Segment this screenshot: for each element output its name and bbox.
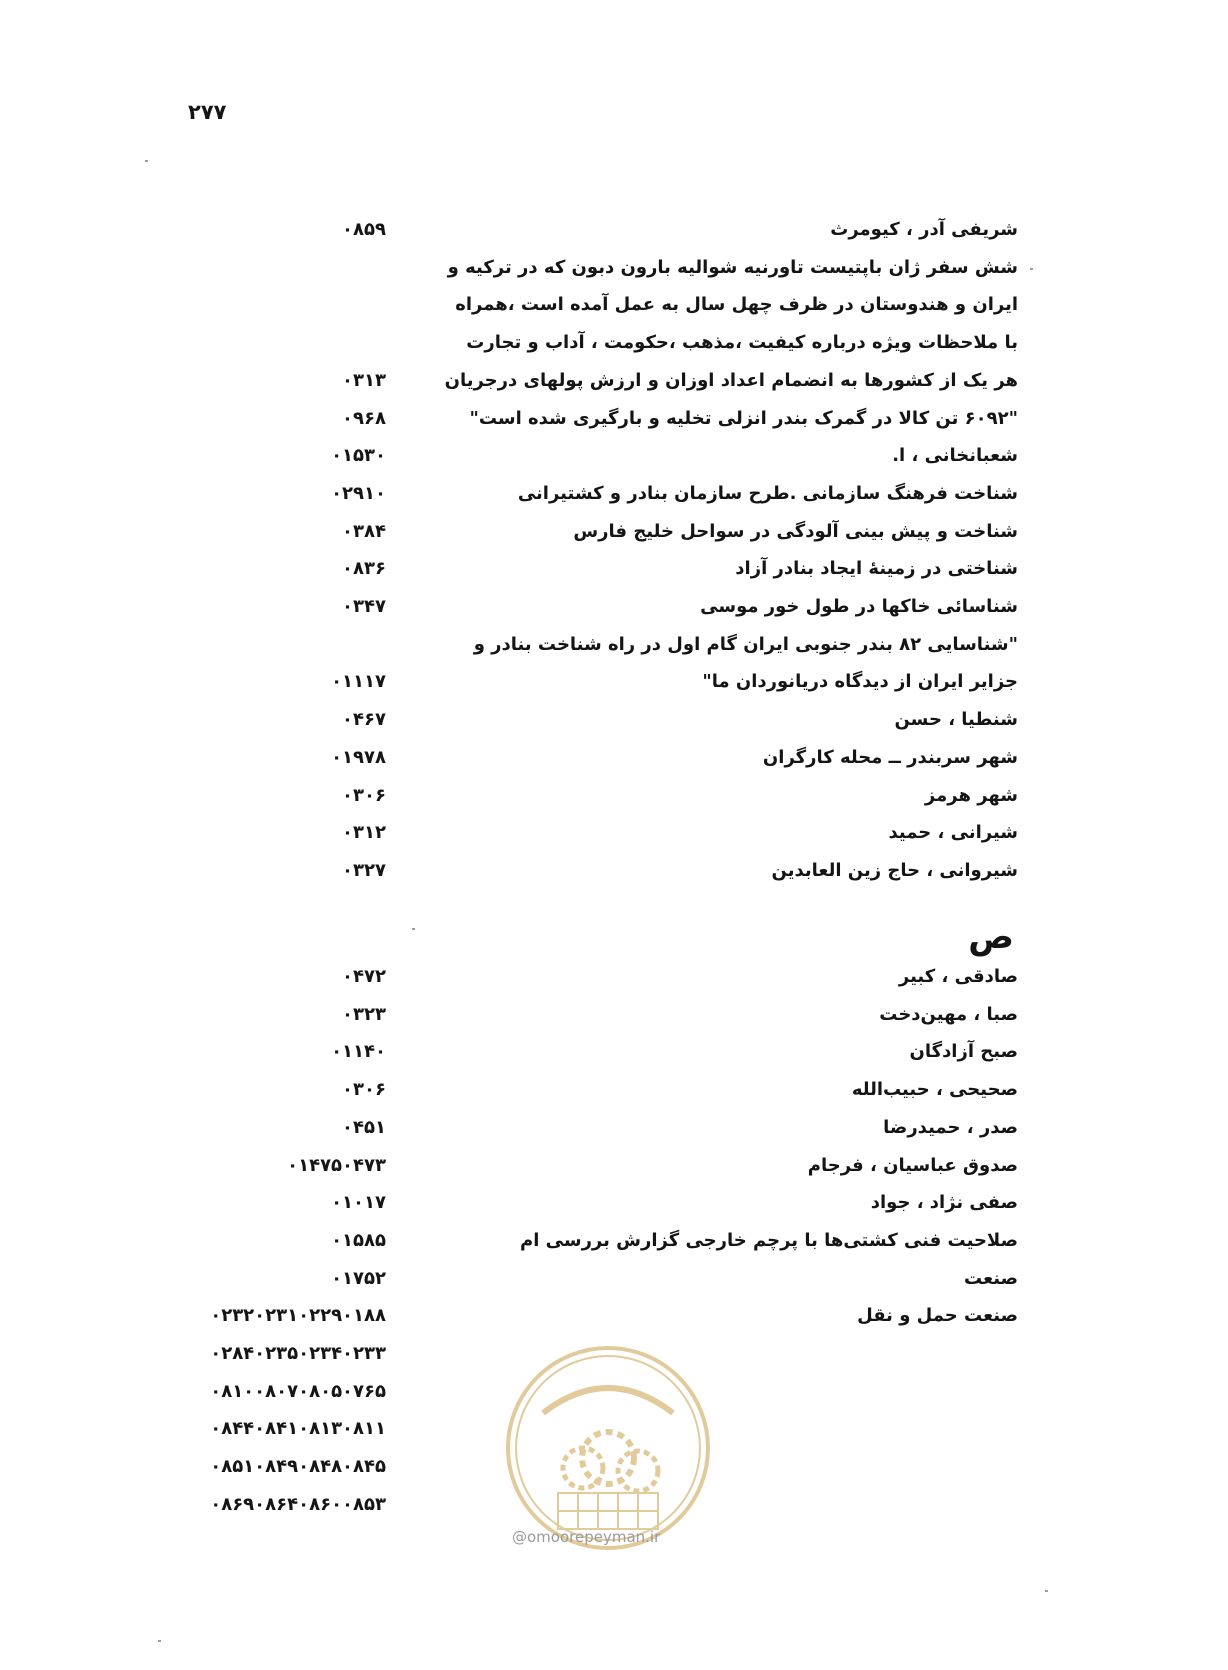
entry-page-refs: ۰۴۷۲ — [342, 966, 386, 987]
index-row — [0, 251, 1228, 285]
section-letter: ص — [968, 917, 1014, 957]
scan-speck — [1030, 268, 1033, 270]
entry-title: شیروانی ، حاج زین العابدین — [771, 859, 1018, 881]
watermark-logo — [503, 1343, 713, 1553]
entry-title: جزایر ایران از دیدگاه دریانوردان ما" — [702, 671, 1018, 693]
entry-title: شهر هرمز — [924, 784, 1018, 806]
index-row — [0, 1073, 1228, 1107]
watermark-caption: @omoorepeyman.ir — [512, 1528, 661, 1546]
entry-title: با ملاحظات ویژه درباره کیفیت ،مذهب ،حکومت ، آداب و تجارت — [466, 332, 1018, 354]
entry-page-refs: ۰۳۲۳ — [342, 1003, 386, 1025]
entry-title: ایران و هندوستان در ظرف چهل سال به عمل آمده است ،همراه — [455, 294, 1018, 316]
entry-page-refs: ۰۳۲۷ — [342, 859, 386, 881]
entry-title: صدر ، حمیدرضا — [883, 1116, 1018, 1138]
index-row — [0, 998, 1228, 1032]
entry-page-refs: ۰۳۴۷ — [342, 596, 386, 617]
entry-title: صفی نژاد ، جواد — [870, 1192, 1018, 1214]
entry-page-refs: ۰۸۵۹ — [342, 219, 386, 240]
entry-page-refs: ۰۳۰۶ — [342, 784, 386, 806]
entry-page-refs: ۰۳۱۲ — [342, 822, 386, 844]
entry-page-refs: ۰۳۰۶ — [342, 1079, 386, 1101]
entry-page-refs: ۰۱۴۷۵۰۴۷۳ — [287, 1154, 386, 1176]
page-number: ۲۷۷ — [188, 100, 227, 124]
index-row — [0, 665, 1228, 699]
entry-page-refs: ۰۱۹۷۸ — [331, 746, 386, 768]
entry-title: شش سفر ژان باپتیست تاورنیه شوالیه بارون دبون که در ترکیه و — [447, 256, 1018, 278]
entry-page-refs: ۰۸۶۹۰۸۶۴۰۸۶۰۰۸۵۳ — [210, 1493, 386, 1515]
index-row — [0, 213, 1228, 247]
entry-title: شناختی در زمینهٔ ایجاد بنادر آزاد — [735, 558, 1018, 580]
entry-title: شریفی آدر ، کیومرث — [830, 219, 1018, 240]
index-row — [0, 364, 1228, 398]
entry-page-refs: ۰۳۸۴ — [342, 520, 386, 542]
entry-page-refs: ۰۲۳۲۰۲۳۱۰۲۲۹۰۱۸۸ — [210, 1305, 386, 1327]
index-row — [0, 477, 1228, 511]
index-row — [0, 1186, 1228, 1220]
entry-page-refs: ۰۴۵۱ — [342, 1116, 386, 1138]
index-row — [0, 854, 1228, 888]
index-row — [0, 741, 1228, 775]
index-row — [0, 402, 1228, 436]
entry-title: "شناسایی ۸۲ بندر جنوبی ایران گام اول در راه شناخت بنادر و — [473, 633, 1018, 655]
entry-page-refs: ۰۱۵۸۵ — [331, 1229, 386, 1251]
index-row — [0, 1111, 1228, 1145]
entry-page-refs: ۰۸۴۴۰۸۴۱۰۸۱۳۰۸۱۱ — [210, 1418, 386, 1440]
index-row — [0, 1224, 1228, 1258]
index-row — [0, 288, 1228, 322]
entry-page-refs: ۰۳۱۳ — [342, 369, 386, 391]
index-row — [0, 590, 1228, 624]
index-row — [0, 326, 1228, 360]
index-row — [0, 628, 1228, 662]
entry-page-refs: ۰۱۵۳۰ — [331, 445, 386, 467]
entry-title: صنعت — [964, 1267, 1018, 1289]
entry-title: صادقی ، کبیر — [898, 966, 1018, 987]
entry-title: شهر سربندر ــ محله کارگران — [762, 746, 1018, 768]
index-row — [0, 552, 1228, 586]
scan-speck — [412, 928, 415, 930]
entry-title: صدوق عباسیان ، فرجام — [807, 1154, 1018, 1176]
index-row — [0, 1299, 1228, 1333]
index-row — [0, 1149, 1228, 1183]
entry-page-refs: ۰۸۵۱۰۸۴۹۰۸۴۸۰۸۴۵ — [210, 1456, 386, 1478]
entry-title: شعبانخانی ، ا. — [892, 445, 1018, 467]
index-row — [0, 1035, 1228, 1069]
entry-page-refs: ۰۱۱۱۷ — [331, 671, 386, 693]
entry-title: شناخت فرهنگ سازمانی .طرح سازمان بنادر و کشتیرانی — [517, 482, 1018, 504]
index-row — [0, 439, 1228, 473]
index-row — [0, 779, 1228, 813]
scan-speck — [158, 1640, 161, 1642]
entry-title: صحیحی ، حبیب‌الله — [851, 1079, 1018, 1101]
entry-page-refs: ۰۸۱۰۰۸۰۷۰۸۰۵۰۷۶۵ — [210, 1380, 386, 1402]
entry-page-refs: ۰۸۳۶ — [342, 558, 386, 580]
entry-page-refs: ۰۱۰۱۷ — [331, 1192, 386, 1214]
entry-page-refs: ۰۱۱۴۰ — [331, 1041, 386, 1063]
entry-title: صلاحیت فنی کشتی‌ها با پرچم خارجی گزارش بررسی ام — [520, 1229, 1018, 1251]
entry-title: شناسائی خاکها در طول خور موسی — [700, 596, 1018, 617]
entry-title: صبح آزادگان — [909, 1041, 1018, 1063]
entry-page-refs: ۰۲۹۱۰ — [331, 482, 386, 504]
index-row — [0, 1262, 1228, 1296]
index-row — [0, 960, 1228, 994]
entry-title: صبا ، مهین‌دخت — [879, 1003, 1018, 1025]
watermark-seal-icon — [503, 1343, 713, 1553]
index-row — [0, 816, 1228, 850]
entry-title: شناخت و پیش بینی آلودگی در سواحل خلیج فارس — [573, 520, 1018, 542]
index-row — [0, 515, 1228, 549]
entry-title: صنعت حمل و نقل — [857, 1305, 1018, 1327]
entry-title: "۶۰۹۲ تن کالا در گمرک بندر انزلی تخلیه و بارگیری شده است" — [469, 407, 1018, 429]
scan-speck — [145, 160, 148, 162]
entry-page-refs: ۰۱۷۵۲ — [331, 1267, 386, 1289]
entry-page-refs: ۰۲۸۴۰۲۳۵۰۲۳۴۰۲۳۳ — [210, 1343, 386, 1364]
entry-title: شیرانی ، حمید — [888, 822, 1018, 844]
entry-title: هر یک از کشورها به انضمام اعداد اوزان و ارزش پولهای درجریان — [444, 369, 1018, 391]
index-row — [0, 703, 1228, 737]
entry-title: شنطیا ، حسن — [894, 709, 1018, 731]
scan-speck — [1045, 1590, 1048, 1592]
entry-page-refs: ۰۹۶۸ — [342, 407, 386, 429]
entry-page-refs: ۰۴۶۷ — [342, 709, 386, 731]
